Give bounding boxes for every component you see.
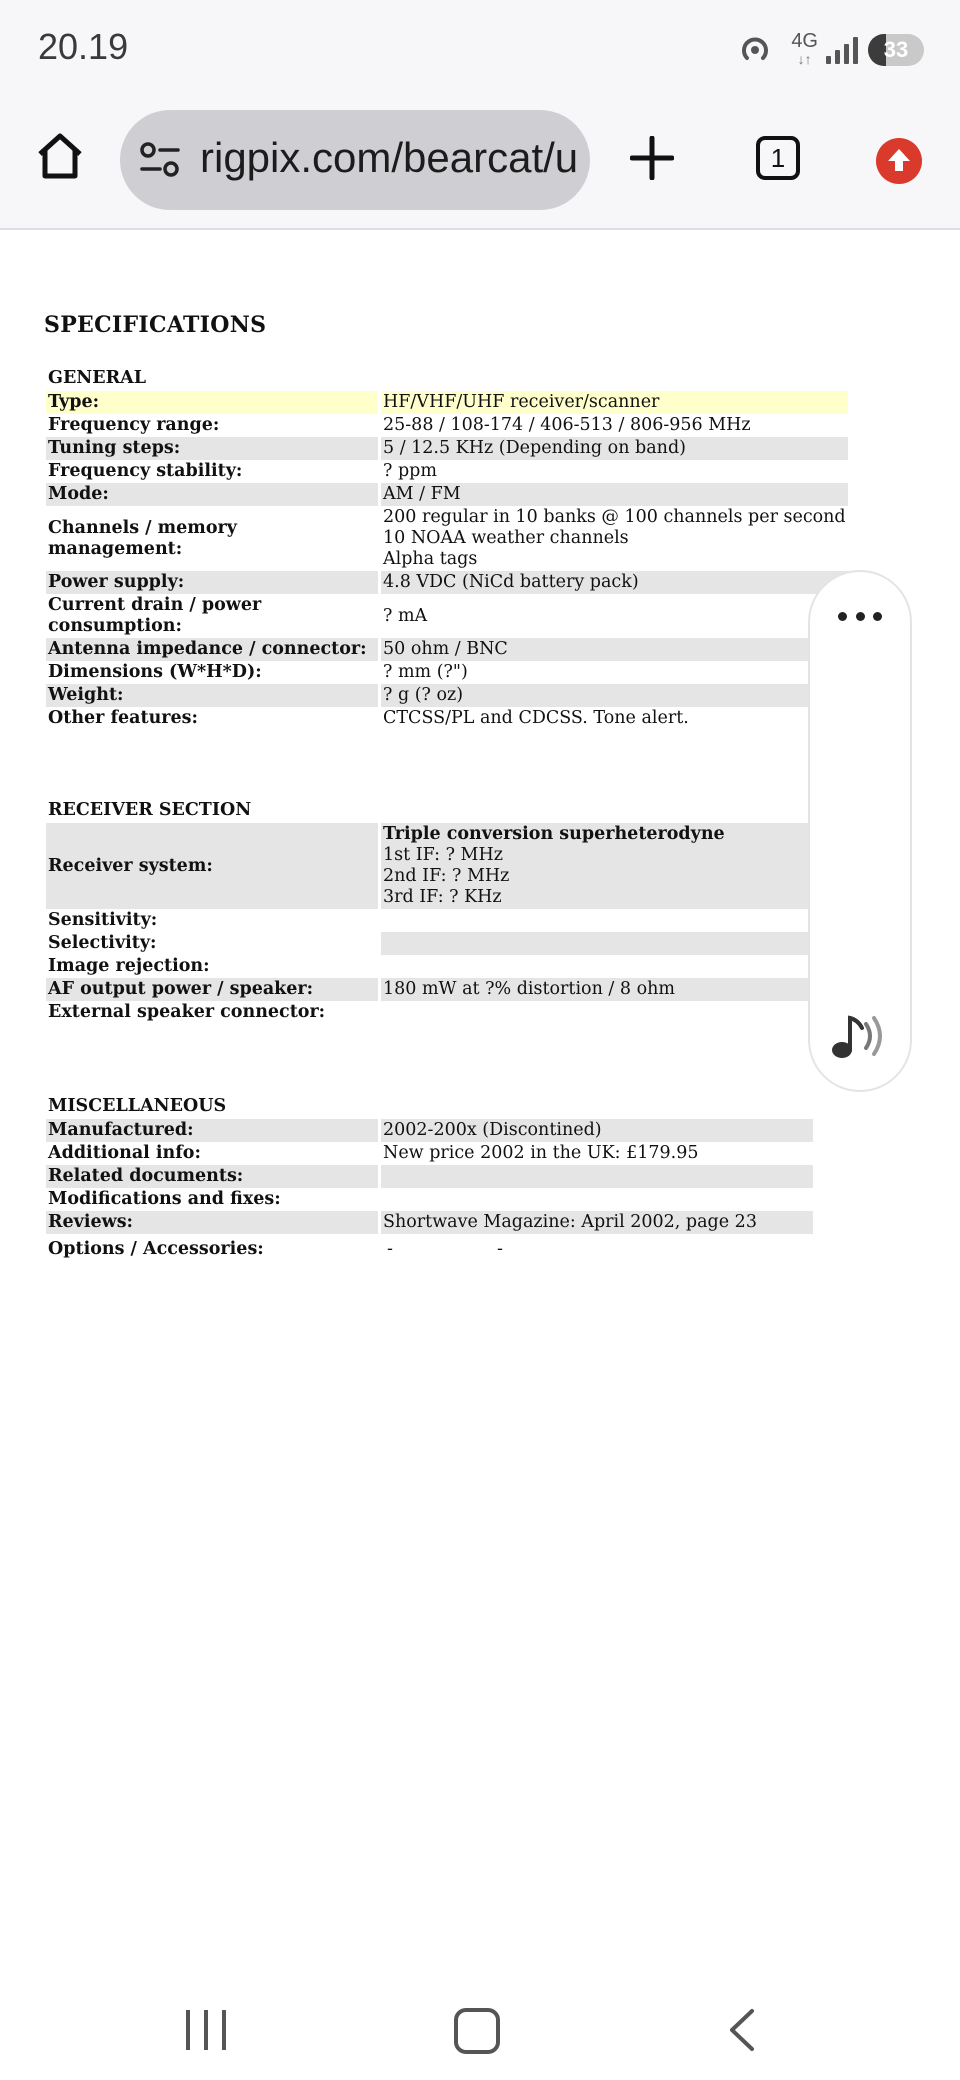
spec-value: ? mA xyxy=(380,594,848,638)
spec-label: Additional info: xyxy=(46,1142,380,1165)
data-arrows-icon: ↓↑ xyxy=(797,51,812,67)
spec-value xyxy=(380,932,814,955)
spec-value: 5 / 12.5 KHz (Depending on band) xyxy=(380,437,848,460)
table-row xyxy=(46,909,813,932)
section-title: RECEIVER SECTION xyxy=(48,800,252,820)
spec-label: Modifications and fixes: xyxy=(46,1188,380,1211)
spec-label: Tuning steps: xyxy=(46,437,380,460)
spec-value: 180 mW at ?% distortion / 8 ohm xyxy=(380,978,814,1001)
spec-value: HF/VHF/UHF receiver/scanner xyxy=(380,391,848,414)
table-row xyxy=(46,460,848,483)
spec-value: Shortwave Magazine: April 2002, page 23 xyxy=(380,1211,814,1234)
spec-value-line: 200 regular in 10 banks @ 100 channels per second xyxy=(383,507,846,527)
spec-value: 50 ohm / BNC xyxy=(380,638,848,661)
new-tab-button[interactable] xyxy=(630,136,674,180)
more-options-icon[interactable] xyxy=(838,612,882,626)
spec-label: Dimensions (W*H*D): xyxy=(46,661,380,684)
table-row xyxy=(46,1188,813,1211)
spec-value: 4.8 VDC (NiCd battery pack) xyxy=(380,571,848,594)
spec-value-line: 3rd IF: ? KHz xyxy=(383,887,502,907)
section-title: GENERAL xyxy=(48,368,147,388)
update-button[interactable] xyxy=(876,138,922,184)
accessory-item: - xyxy=(387,1239,393,1259)
table-row xyxy=(46,437,848,460)
spec-label: Frequency stability: xyxy=(46,460,380,483)
table-row xyxy=(46,684,848,707)
status-bar xyxy=(0,0,960,100)
spec-label: Selectivity: xyxy=(46,932,380,955)
url-text[interactable]: rigpix.com/bearcat/u xyxy=(200,134,579,181)
spec-value xyxy=(380,1001,814,1024)
table-row xyxy=(46,932,813,955)
hotspot-icon xyxy=(737,32,773,68)
recent-apps-icon[interactable] xyxy=(186,2010,226,2050)
table-row xyxy=(46,506,848,571)
back-icon[interactable] xyxy=(726,2008,756,2052)
spec-value: AM / FM xyxy=(380,483,848,506)
spec-value: ? ppm xyxy=(380,460,848,483)
spec-label: Sensitivity: xyxy=(46,909,380,932)
spec-label: Options / Accessories: xyxy=(46,1234,380,1261)
spec-value xyxy=(380,1188,814,1211)
battery-level: 33 xyxy=(883,37,909,62)
tune-icon[interactable] xyxy=(140,142,180,178)
spec-label: Related documents: xyxy=(46,1165,380,1188)
spec-value-line: Alpha tags xyxy=(383,549,478,569)
home-icon[interactable] xyxy=(34,130,86,182)
network-type: 4G xyxy=(791,30,818,52)
spec-label: Power supply: xyxy=(46,571,380,594)
spec-label: External speaker connector: xyxy=(46,1001,380,1024)
table-row xyxy=(46,661,848,684)
floating-panel xyxy=(808,570,912,1092)
tab-switcher-button[interactable]: 1 xyxy=(756,136,800,180)
spec-value xyxy=(380,909,814,932)
spec-value-line: 10 NOAA weather channels xyxy=(383,528,629,548)
spec-value xyxy=(380,1234,814,1261)
table-row xyxy=(46,571,848,594)
spec-value xyxy=(380,506,848,571)
general-table xyxy=(46,368,848,730)
spec-label: Frequency range: xyxy=(46,414,380,437)
table-row xyxy=(46,391,848,414)
table-row xyxy=(46,1211,813,1234)
spec-label: Image rejection: xyxy=(46,955,380,978)
text-to-speech-icon[interactable] xyxy=(828,1010,888,1062)
table-row xyxy=(46,1234,813,1261)
spec-label: Mode: xyxy=(46,483,380,506)
table-row xyxy=(46,638,848,661)
section-title: MISCELLANEOUS xyxy=(48,1096,227,1116)
spec-label: Reviews: xyxy=(46,1211,380,1234)
status-icons xyxy=(737,28,924,72)
table-row xyxy=(46,594,848,638)
system-nav-bar xyxy=(0,1980,960,2080)
table-row xyxy=(46,955,813,978)
spec-value xyxy=(380,1165,814,1188)
spec-label: Antenna impedance / connector: xyxy=(46,638,380,661)
spec-value: 25-88 / 108-174 / 406-513 / 806-956 MHz xyxy=(380,414,848,437)
spec-label: Weight: xyxy=(46,684,380,707)
table-row xyxy=(46,1001,813,1024)
battery-icon xyxy=(868,34,924,66)
spec-label: Current drain / power consumption: xyxy=(46,594,380,638)
table-row xyxy=(46,414,848,437)
table-row xyxy=(46,823,813,909)
browser-toolbar xyxy=(0,100,960,230)
spec-value-line: 2nd IF: ? MHz xyxy=(383,866,510,886)
home-icon[interactable] xyxy=(454,2008,500,2054)
table-row xyxy=(46,1119,813,1142)
spec-value: 2002-200x (Discontined) xyxy=(380,1119,814,1142)
table-row xyxy=(46,1165,813,1188)
network-indicator xyxy=(791,32,818,68)
spec-value xyxy=(380,823,814,909)
page-title: SPECIFICATIONS xyxy=(44,312,267,338)
accessory-item: - xyxy=(497,1239,503,1259)
spec-label: Channels / memory management: xyxy=(46,506,380,571)
status-time: 20.19 xyxy=(38,26,129,67)
update-arrow-icon xyxy=(876,138,922,184)
table-row xyxy=(46,978,813,1001)
table-row xyxy=(46,483,848,506)
spec-value: New price 2002 in the UK: £179.95 xyxy=(380,1142,814,1165)
spec-label: Receiver system: xyxy=(46,823,380,909)
signal-icon xyxy=(822,36,858,64)
receiver-table xyxy=(46,800,813,1024)
table-row xyxy=(46,707,848,730)
spec-value: ? mm (?") xyxy=(380,661,848,684)
spec-value-head: Triple conversion superheterodyne xyxy=(383,824,725,844)
spec-label: Other features: xyxy=(46,707,380,730)
spec-label: AF output power / speaker: xyxy=(46,978,380,1001)
spec-value xyxy=(380,955,814,978)
misc-table xyxy=(46,1096,813,1261)
spec-value: ? g (? oz) xyxy=(380,684,848,707)
table-row xyxy=(46,1142,813,1165)
address-bar[interactable] xyxy=(120,110,590,210)
spec-label: Type: xyxy=(46,391,380,414)
spec-value-line: 1st IF: ? MHz xyxy=(383,845,503,865)
spec-value: CTCSS/PL and CDCSS. Tone alert. xyxy=(380,707,848,730)
spec-label: Manufactured: xyxy=(46,1119,380,1142)
